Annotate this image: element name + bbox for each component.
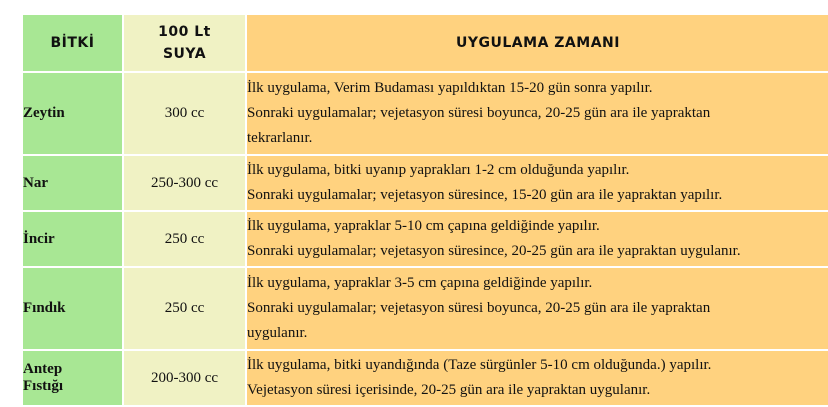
time-line: İlk uygulama, yapraklar 5-10 cm çapına geldiğinde yapılır.	[247, 218, 600, 234]
time-cell	[246, 155, 828, 211]
table-row	[22, 211, 828, 267]
dose-cell: 250-300 cc	[123, 155, 246, 211]
dose-cell: 200-300 cc	[123, 350, 246, 406]
table-row	[22, 155, 828, 211]
time-cell	[246, 267, 828, 350]
time-cell	[246, 350, 828, 406]
header-plant: BİTKİ	[22, 14, 123, 72]
plant-cell: İncir	[22, 211, 123, 267]
time-line: Sonraki uygulamalar; vejetasyon süresince, 15-20 gün ara ile yapraktan yapılır.	[247, 187, 723, 203]
application-table	[21, 13, 828, 407]
plant-line2: Fıstığı	[23, 378, 63, 394]
header-dose-line2: SUYA	[162, 46, 207, 62]
header-dose-line1: 100 Lt	[158, 24, 211, 40]
plant-cell	[22, 350, 123, 406]
plant-cell: Zeytin	[22, 72, 123, 155]
plant-line1: Antep	[23, 361, 63, 377]
time-line: Vejetasyon süresi içerisinde, 20-25 gün ara ile yapraktan uygulanır.	[247, 382, 651, 398]
table-row	[22, 267, 828, 350]
time-line: Sonraki uygulamalar; vejetasyon süresince, 20-25 gün ara ile yapraktan uygulanır.	[247, 243, 741, 259]
table-row	[22, 72, 828, 155]
table-row	[22, 350, 828, 406]
time-line: İlk uygulama, yapraklar 3-5 cm çapına geldiğinde yapılır.	[247, 275, 593, 291]
time-cell	[246, 72, 828, 155]
time-line: Sonraki uygulamalar; vejetasyon süresi boyunca, 20-25 gün ara ile yapraktan	[247, 300, 711, 316]
plant-cell: Fındık	[22, 267, 123, 350]
dose-cell: 250 cc	[123, 211, 246, 267]
time-line: uygulanır.	[247, 325, 308, 341]
header-dose	[123, 14, 246, 72]
dose-cell: 250 cc	[123, 267, 246, 350]
header-time: UYGULAMA ZAMANI	[246, 14, 828, 72]
time-line: Sonraki uygulamalar; vejetasyon süresi boyunca, 20-25 gün ara ile yapraktan	[247, 105, 711, 121]
time-line: tekrarlanır.	[247, 130, 313, 146]
time-line: İlk uygulama, bitki uyanıp yaprakları 1-2 cm olduğunda yapılır.	[247, 162, 630, 178]
time-line: İlk uygulama, bitki uyandığında (Taze sürgünler 5-10 cm olduğunda.) yapılır.	[247, 357, 712, 373]
dose-cell: 300 cc	[123, 72, 246, 155]
time-cell	[246, 211, 828, 267]
table-header-row	[22, 14, 828, 72]
plant-cell: Nar	[22, 155, 123, 211]
time-line: İlk uygulama, Verim Budaması yapıldıktan 15-20 gün sonra yapılır.	[247, 80, 653, 96]
